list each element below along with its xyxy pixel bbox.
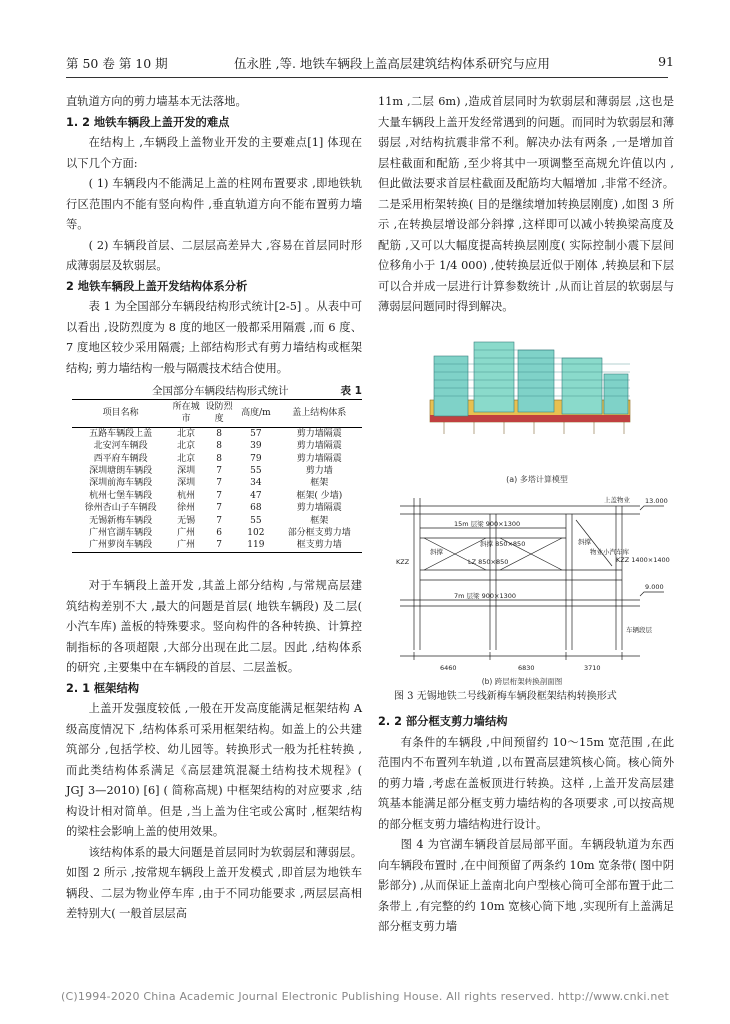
cell: 框支剪力墙 [277,539,362,552]
drawing-label: 斜撑 [430,548,443,556]
cell: 8 [216,441,223,452]
page-number: 91 [658,54,674,69]
cell: 剪力墙隔震 [296,503,342,514]
subfigure-a-label: (a) 多塔计算模型 [506,475,568,484]
table-header: 所在城市 [169,400,203,428]
table-header: 项目名称 [72,400,169,428]
cell: 7 [216,490,223,501]
paragraph: ( 1) 车辆段内不能满足上盖的柱网布置要求 ,即地铁轨行区范围内不能有竖向构件 ,垂直轨道方向不能布置剪力墙等。 [66,177,362,231]
cell: 部分框支剪力墙 [287,528,351,539]
table-row [72,490,362,502]
cell: 7 [203,539,235,552]
cell: 8 [216,453,223,464]
drawing-label: 15m 层梁 900×1300 [454,520,521,528]
section-heading: 1. 2 地铁车辆段上盖开发的难点 [66,115,230,129]
article-short-title: 伍永胜 ,等. 地铁车辆段上盖高层建筑结构体系研究与应用 [234,56,550,71]
table-caption: 全国部分车辆段结构形式统计 [152,385,289,397]
cell: 广州 [177,528,196,539]
cell: 北京 [177,428,196,439]
paragraph: 上盖开发强度较低 ,一般在开发高度能满足框架结构 A 级高度情况下 ,结构体系可采用框架结构。如盖上的公共建筑部分 ,包括学校、幼儿园等。转换形式一般为托柱转换 ,而此类结构体系满足《高层建筑混凝土结构技术规程》( JGJ 3—2010) [6] ( 简称高规) 中框架结构的对应要求 ,结构设计相对简单。但是 ,当上盖为住宅或公寓时 ,框架结构的梁柱会影响上盖的使用效果。 [66,702,362,838]
table-header: 设防烈度 [203,400,235,428]
cell: 79 [250,453,262,464]
left-column-bottom [66,576,362,925]
copyright-footer: (C)1994-2020 China Academic Journal Electronic Publishing House. All rights reserved. http://www.cnki.net [61,990,669,1003]
cell: 北安河车辆段 [93,441,148,452]
drawing-label: 13.000 [645,497,668,505]
drawing-label: 6830 [518,664,535,672]
table-row [72,502,362,514]
cell: 无锡新梅车辆段 [89,515,153,526]
drawing-label: LZ 850×850 [468,558,509,566]
cell: 剪力墙隔震 [296,441,342,452]
table-number: 表 1 [340,385,362,397]
cell: 广州萝岗车辆段 [72,539,169,552]
cell: 7 [216,503,223,514]
cell: 广州官湖车辆段 [89,528,153,539]
table-header: 高度/m [235,400,276,428]
cell: 深圳塘朗车辆段 [89,466,153,477]
paragraph: 表 1 为全国部分车辆段结构形式统计[2-5] 。从表中可以看出 ,设防烈度为 8 度的地区一般都采用隔震 ,而 6 度、7 度地区较少采用隔震; 上部结构形式有剪力墙结构或框架结构; 剪力墙结构一般与隔震技术结合使用。 [66,300,362,375]
paragraph: 对于车辆段上盖开发 ,其盖上部分结构 ,与常规高层建筑结构差别不大 ,最大的问题是首层( 地铁车辆段) 及二层( 小汽车库) 盖板的特殊要求。竖向构件的各种转换、计算控制指标的各项超限 ,大部分出现在此二层。因此 ,结构体系的研究 ,主要集中在车辆段的首层、二层盖板。 [66,579,362,674]
header-rule [66,77,668,78]
table-row [72,453,362,465]
table-row [72,477,362,489]
drawing-label: KZZ [396,558,410,566]
cell: 北京 [177,441,196,452]
cell: 8 [216,428,223,439]
cell: 剪力墙隔震 [296,453,342,464]
table-row [72,427,362,440]
cell: 深圳前海车辆段 [89,478,153,489]
drawing-label: 物业小汽车库 [590,548,629,556]
cell: 39 [250,441,262,452]
table-header: 盖上结构体系 [277,400,362,428]
cell: 55 [250,515,262,526]
cell: 深圳 [177,478,196,489]
section-heading: 2. 1 框架结构 [66,681,140,695]
drawing-labels [396,495,670,672]
table-row [72,465,362,477]
figure-graphic [394,330,680,686]
journal-volume: 第 50 卷 第 10 期 [66,56,168,71]
cell: 杭州 [177,490,196,501]
cell: 102 [247,528,265,539]
figure-caption: 图 3 无锡地铁二号线新梅车辆段框架结构转换形式 [394,691,617,702]
figure-3 [394,330,680,690]
drawing-label: 6460 [440,664,457,672]
drawing-label: 9.000 [645,583,664,591]
drawing-label: 斜撑 [578,538,591,546]
paragraph: ( 2) 车辆段首层、二层层高差异大 ,容易在首层同时形成薄弱层及软弱层。 [66,238,362,272]
cell: 57 [250,428,262,439]
structure-table [72,399,362,553]
cell: 34 [250,478,262,489]
cell: 6 [216,528,223,539]
drawing-label: 3710 [584,664,601,672]
cell: 剪力墙 [305,466,333,477]
drawing-label: 车辆段层 [626,626,652,634]
section-heading: 2. 2 部分框支剪力墙结构 [378,715,508,728]
cell: 五路车辆段上盖 [89,428,153,439]
cell: 徐州 [177,503,196,514]
cell: 框架( 少墙) [296,490,343,501]
cell: 框架 [310,478,329,489]
drawing-label: 斜撑 850×850 [480,540,526,548]
truss-section-drawing [400,498,664,660]
cell: 剪力墙隔震 [296,428,342,439]
paragraph: 有条件的车辆段 ,中间预留约 10～15m 宽范围 ,在此范围内不布置列车轨道 ,以布置高层建筑核心筒。核心筒外的剪力墙 ,考虑在盖板顶进行转换。这样 ,上盖开发高层建筑基本能满足部分框支剪力墙结构的各项要求 ,可以按高规的部分框支剪力墙结构进行设计。 [378,735,674,831]
right-column-bottom [378,712,674,938]
paragraph: 该结构体系的最大问题是首层同时为软弱层和薄弱层。如图 2 所示 ,按常规车辆段上盖开发模式 ,即首层为地铁车辆段、二层为物业停车库 ,由于不同功能要求 ,两层层高相差特别大( 一般首层层高 [66,845,362,920]
cell: 7 [216,478,223,489]
left-column-top [66,92,362,379]
drawing-label: 7m 层梁 900×1300 [454,592,516,600]
paragraph: 在结构上 ,车辆段上盖物业开发的主要难点[1] 体现在以下几个方面: [66,136,362,170]
building-3d-model [430,342,630,484]
cell: 深圳 [177,466,196,477]
running-header [66,54,684,74]
subfigure-b-label: (b) 跨层桁架转换剖面图 [481,677,563,686]
paragraph: 直轨道方向的剪力墙基本无法落地。 [66,95,247,108]
cell: 无锡 [177,515,196,526]
cell: 徐州杏山子车辆段 [84,503,157,514]
cell: 杭州七堡车辆段 [89,490,153,501]
drawing-label: 上盖物业 [604,496,630,504]
table-row [72,527,362,539]
cell: 7 [216,515,223,526]
cell: 框架 [310,515,329,526]
paragraph: 11m ,二层 6m) ,造成首层同时为软弱层和薄弱层 ,这也是大量车辆段上盖开发经常遇到的问题。而同时为软弱层和薄弱层 ,对结构抗震非常不利。解决办法有两条 ,一是增加首层柱截面和配筋 ,至少将其中一项调整至高规允许值以内 ,但此做法要求首层柱截面及配筋均大幅增加 ,非常不经济。二是采用桁架转换( 目的是继续增加转换层刚度) ,如图 3 所示 ,在转换层增设部分斜撑 ,这样即可以减小转换梁高度及配筋 ,又可以大幅度提高转换层刚度( 实际控制小震下层间位移角小于 1/4 000) ,使转换层近似于刚体 ,转换层和下层可以合并成一层进行计算参数统计 ,从而让首层的软弱层与薄弱层问题同时得到解决。 [378,95,674,313]
cell: 广州 [169,539,203,552]
table-row [72,440,362,452]
section-heading: 2 地铁车辆段上盖开发结构体系分析 [66,279,248,293]
cell: 119 [235,539,276,552]
table-row [72,515,362,527]
paragraph: 图 4 为官湖车辆段首层局部平面。车辆段轨道为东西向车辆段布置时 ,在中间预留了两条约 10m 宽条带( 图中阴影部分) ,从而保证上盖南北向户型核心筒可全部布置于此二条带上 ,有完整的约 10m 宽核心筒下地 ,实现所有上盖满足部分框支剪力墙 [378,838,674,933]
cell: 7 [216,466,223,477]
cell: 47 [250,490,262,501]
cell: 55 [250,466,262,477]
cell: 北京 [177,453,196,464]
drawing-label: KZZ 1400×1400 [616,556,670,564]
table-row [72,539,362,552]
cell: 西平府车辆段 [93,453,148,464]
cell: 68 [250,503,262,514]
right-column-top [378,92,674,318]
